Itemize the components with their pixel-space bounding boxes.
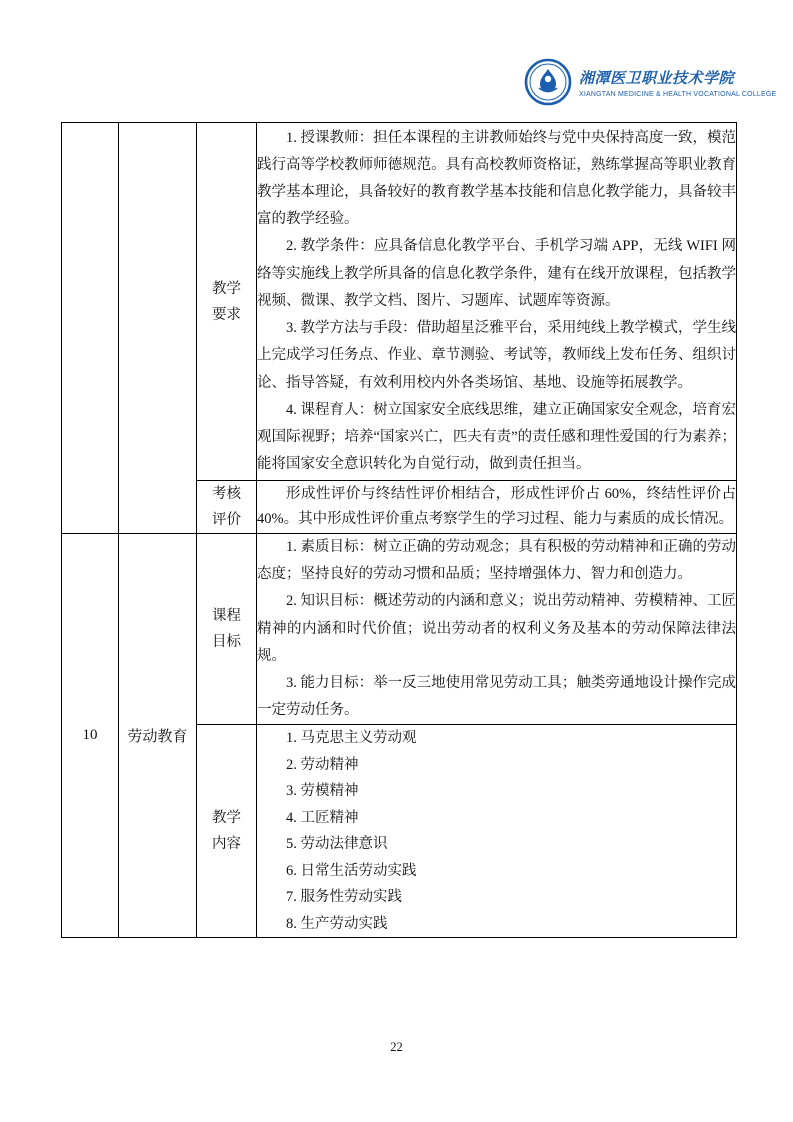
list-item: 4. 工匠精神 (286, 809, 359, 826)
list-item: 7. 服务性劳动实践 (286, 889, 402, 906)
list-item: 6. 日常生活劳动实践 (286, 862, 417, 879)
paragraph: 2. 教学条件：应具备信息化教学平台、手机学习端 APP，无线 WIFI 网络等实施线上教学所具备的信息化教学条件，建有在线开放课程，包括教学视频、微课、教学文档、图片、习题库、试题库等资源。 (257, 238, 736, 309)
college-logo (524, 58, 776, 106)
label-line: 课程 (212, 608, 241, 625)
course-name-cell: 劳动教育 (119, 534, 197, 938)
list-item: 5. 劳动法律意识 (286, 836, 388, 853)
label-line: 评价 (212, 512, 241, 528)
college-logo-icon (524, 58, 572, 106)
paragraph: 1. 授课教师：担任本课程的主讲教师始终与党中央保持高度一致，模范践行高等学校教师师德规范。具有高校教师资格证，熟练掌握高等职业教育教学基本理论，具备较好的教育教学基本技能和信息化教学能力，具备较丰富的教学经验。 (257, 129, 736, 228)
paragraph: 1. 素质目标：树立正确的劳动观念；具有积极的劳动精神和正确的劳动态度；坚持良好的劳动习惯和品质；坚持增强体力、智力和创造力。 (257, 539, 736, 583)
college-name-zh: 湘潭医卫职业技术学院 (579, 70, 735, 87)
list-item: 3. 劳模精神 (286, 783, 359, 800)
label-line: 内容 (212, 836, 241, 853)
table-row (62, 123, 737, 481)
paragraph: 形成性评价与终结性评价相结合，形成性评价占 60%，终结性评价占 40%。其中形成性评价重点考察学生的学习过程、能力与素质的成长情况。 (257, 486, 736, 527)
paragraph: 2. 知识目标：概述劳动的内涵和意义；说出劳动精神、劳模精神、工匠精神的内涵和时代价值；说出劳动者的权利义务及基本的劳动保障法律法规。 (257, 593, 736, 664)
row-label-teaching-content (197, 725, 257, 938)
syllabus-table (61, 122, 737, 938)
label-line: 考核 (212, 486, 241, 502)
college-logo-text (579, 67, 776, 98)
list-item: 2. 劳动精神 (286, 756, 359, 773)
paragraph: 4. 课程育人：树立国家安全底线思维，建立正确国家安全观念，培育宏观国际视野；培养“国家兴亡，匹夫有责”的责任感和理性爱国的行为素养；能将国家安全意识转化为自觉行动，做到责任担当。 (257, 401, 736, 473)
assessment-content (257, 481, 737, 534)
teaching-content-list (257, 725, 737, 938)
label-line: 教学 (212, 810, 241, 827)
course-number-cell: 10 (62, 534, 119, 938)
row-label-assessment (197, 481, 257, 534)
empty-number-cell (62, 123, 119, 534)
label-line: 教学 (212, 280, 241, 297)
table-row (62, 534, 737, 725)
college-name-en: XIANGTAN MEDICINE & HEALTH VOCATIONAL COLLEGE (579, 90, 777, 98)
course-objectives-content (257, 534, 737, 725)
paragraph: 3. 能力目标：举一反三地使用常见劳动工具；触类旁通地设计操作完成一定劳动任务。 (257, 675, 736, 719)
list-item: 8. 生产劳动实践 (286, 915, 388, 932)
label-line: 目标 (212, 634, 241, 651)
page-number: 22 (390, 1040, 403, 1054)
teaching-requirements-content (257, 123, 737, 481)
row-label-teaching-requirements (197, 123, 257, 481)
list-item: 1. 马克思主义劳动观 (286, 730, 417, 747)
label-line: 要求 (212, 306, 241, 323)
paragraph: 3. 教学方法与手段：借助超星泛雅平台，采用纯线上教学模式，学生线上完成学习任务点、作业、章节测验、考试等，教师线上发布任务、组织讨论、指导答疑，有效利用校内外各类场馆、基地、设施等拓展教学。 (257, 320, 736, 391)
row-label-course-objectives (197, 534, 257, 725)
empty-course-cell (119, 123, 197, 534)
